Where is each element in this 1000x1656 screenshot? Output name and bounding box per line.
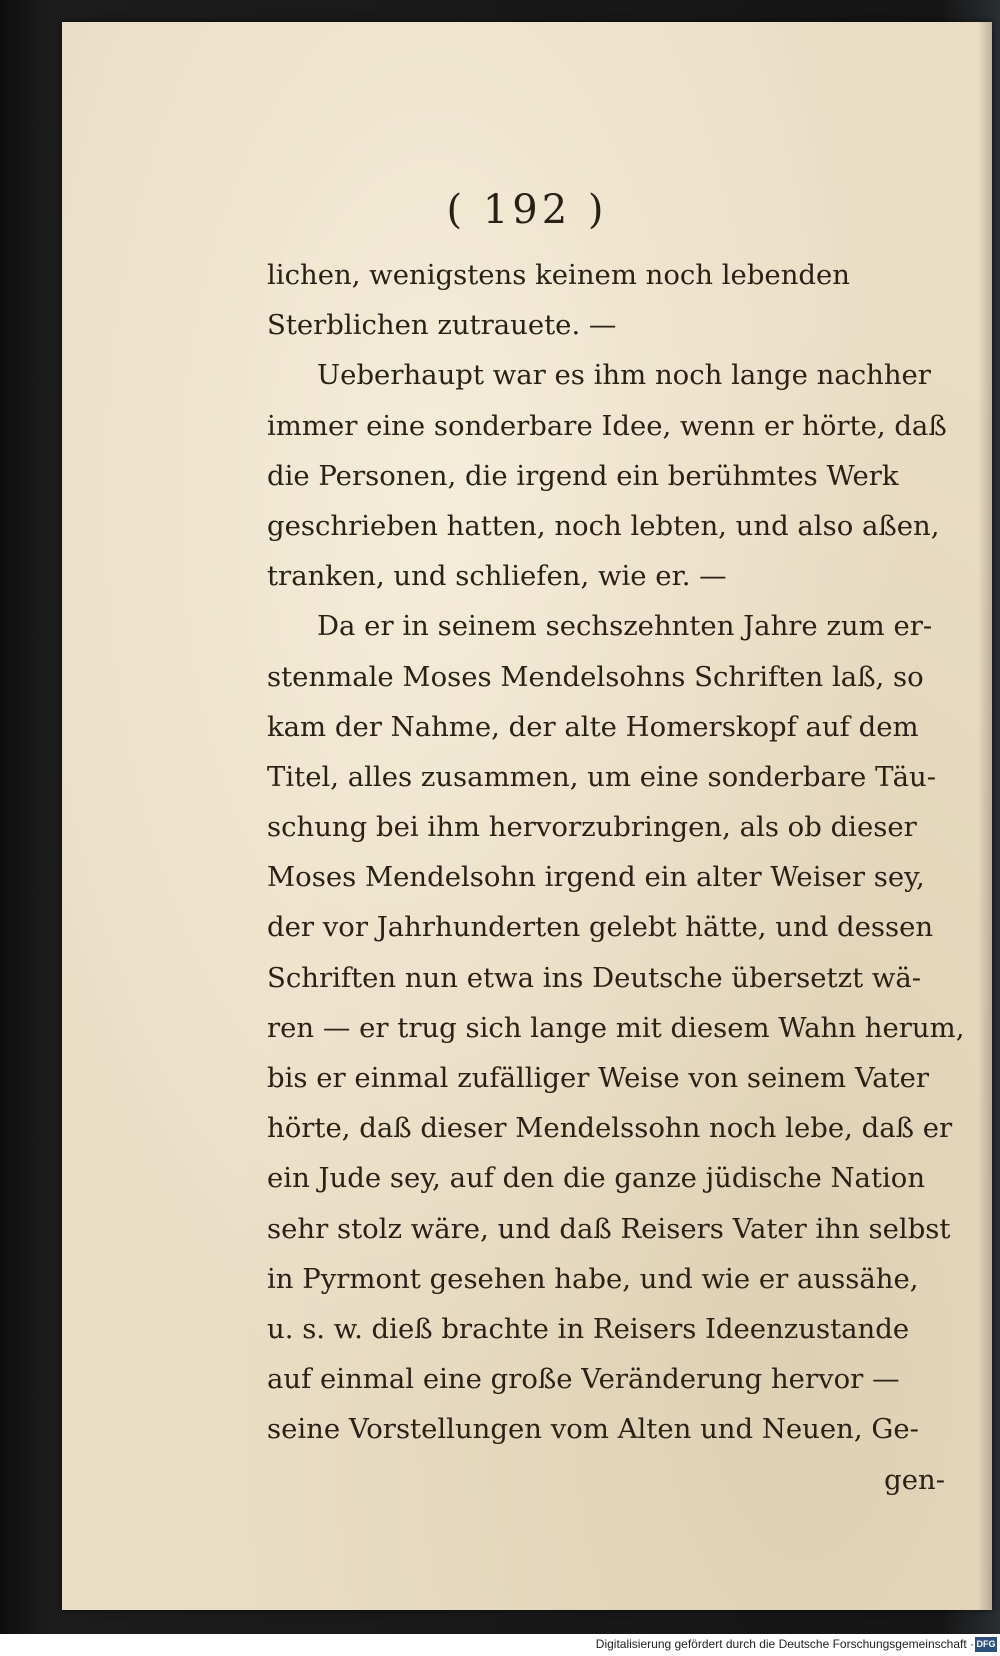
page-number: ( 192 ) xyxy=(446,187,608,233)
text-line: stenmale Moses Mendelsohns Schriften laß, so xyxy=(267,660,924,693)
text-line: ein Jude sey, auf den die ganze jüdische Nation xyxy=(267,1162,926,1195)
text-line: immer eine sonderbare Idee, wenn er hörte, daß xyxy=(267,409,947,442)
dfg-logo-icon: DFG xyxy=(975,1637,997,1652)
text-line: Moses Mendelsohn irgend ein alter Weiser sey, xyxy=(267,861,925,894)
catchword: gen- xyxy=(884,1463,945,1496)
text-line: Titel, alles zusammen, um eine sonderbare Täu- xyxy=(267,760,937,793)
text-line: ren — er trug sich lange mit diesem Wahn herum, xyxy=(267,1011,965,1044)
text-line: seine Vorstellungen vom Alten und Neuen, Ge- xyxy=(267,1413,919,1446)
text-line: auf einmal eine große Veränderung hervor — xyxy=(267,1363,900,1396)
text-line: u. s. w. dieß brachte in Reisers Ideenzustande xyxy=(267,1312,910,1345)
text-line: sehr stolz wäre, und daß Reisers Vater ihn selbst xyxy=(267,1212,951,1245)
text-line: bis er einmal zufälliger Weise von seinem Vater xyxy=(267,1062,930,1094)
text-line: der vor Jahrhunderten gelebt hätte, und dessen xyxy=(267,911,934,944)
text-line: Schriften nun etwa ins Deutsche übersetzt wä- xyxy=(267,961,922,994)
text-line: lichen, wenigstens keinem noch lebenden xyxy=(267,259,851,291)
text-line: kam der Nahme, der alte Homerskopf auf dem xyxy=(267,710,919,743)
text-line: Ueberhaupt war es ihm noch lange nachher xyxy=(317,359,931,392)
page-edge-shadow xyxy=(978,22,992,1610)
text-line: Sterblichen zutrauete. — xyxy=(267,309,617,342)
text-line: hörte, daß dieser Mendelssohn noch lebe, daß er xyxy=(267,1112,953,1145)
text-line: Da er in seinem sechszehnten Jahre zum er- xyxy=(317,610,933,643)
text-line: in Pyrmont gesehen habe, und wie er aussähe, xyxy=(267,1262,919,1295)
footer-bar xyxy=(0,1634,1000,1656)
book-page xyxy=(62,22,992,1610)
text-line: geschrieben hatten, noch lebten, und also aßen, xyxy=(267,509,940,542)
body-text xyxy=(267,250,965,1505)
text-line: tranken, und schliefen, wie er. — xyxy=(267,560,727,593)
funding-credit: Digitalisierung gefördert durch die Deutsche Forschungsgemeinschaft · xyxy=(595,1637,974,1651)
text-line: die Personen, die irgend ein berühmtes Werk xyxy=(267,459,899,492)
text-line: schung bei ihm hervorzubringen, als ob dieser xyxy=(267,811,917,844)
